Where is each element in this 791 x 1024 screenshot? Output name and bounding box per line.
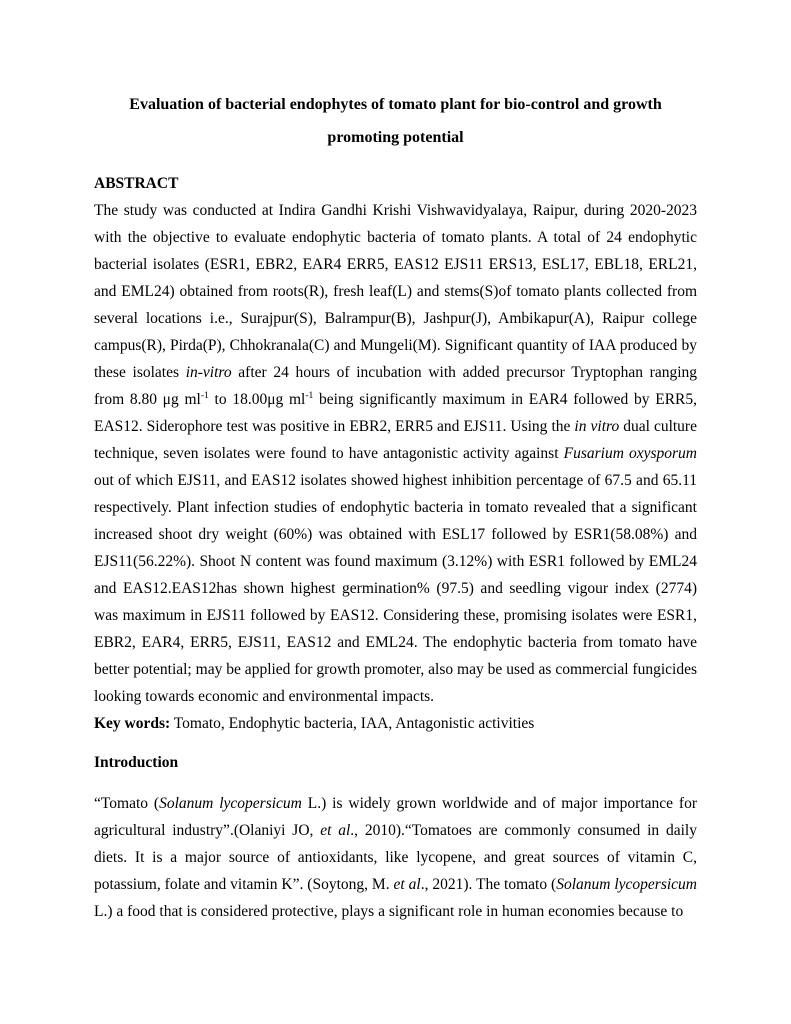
keywords-line: Key words: Tomato, Endophytic bacteria, IAA, Antagonistic activities xyxy=(94,715,535,732)
abstract-paragraph: The study was conducted at Indira Gandhi Krishi Vishwavidyalaya, Raipur, during 2020-2023 with the objective to evaluate endophytic bacteria of tomato plants. A total of 24 endophytic bacterial isolates (ESR1, EBR2, EAR4 ERR5, EAS12 EJS11 ERS13, ESL17, EBL18, ERL21, and EML24) obtained from roots(R), fresh leaf(L) and stems(S)of tomato plants collected from several locations i.e., Surajpur(S), Balrampur(B), Jashpur(J), Ambikapur(A), Raipur college campus(R), Pirda(P), Chhokranala(C) and Mungeli(M). Significant quantity of IAA produced by these isolates in-vitro after 24 hours of incubation with added precursor Tryptophan ranging from 8.80 μg $ml^{-1}$ to 18.00μg $ml^{-1}$ being significantly maximum in EAR4 followed by ERR5, EAS12. Siderophore test was positive in EBR2, ERR5 and EJS11. Using the in vitro dual culture technique, seven isolates were found to have antagonistic activity against Fusarium oxysporum out of which EJS11, and EAS12 isolates showed highest inhibition percentage of 67.5 and 65.11 respectively. Plant infection studies of endophytic bacteria in tomato revealed that a significant increased shoot dry weight (60%) was obtained with ESL17 followed by ESR1(58.08%) and EJS11(56.22%). Shoot N content was found maximum (3.12%) with ESR1 followed by EML24 and EAS12.EAS12has shown highest germination% (97.5) and seedling vigour index (2774) was maximum in EJS11 followed by EAS12. Considering these, promising isolates were ESR1, EBR2, EAR4, ERR5, EJS11, EAS12 and EML24. The endophytic bacteria from tomato have better potential; may be applied for growth promoter, also may be used as commercial fungicides looking towards economic and environmental impacts. xyxy=(94,202,697,705)
introduction-heading: Introduction xyxy=(94,754,179,771)
introduction-paragraph: “Tomato (Solanum lycopersicum L.) is widely grown worldwide and of major importance for agricultural industry”.(Olaniyi JO, et al., 2010).“Tomatoes are commonly consumed in daily diets. It is a major source of antioxidants, like lycopene, and great sources of vitamin C, potassium, folate and vitamin K”. (Soytong, M. et al., 2021). The tomato (Solanum lycopersicum L.) a food that is considered protective, plays a significant role in human economies because to xyxy=(94,795,698,920)
abstract-heading: ABSTRACT xyxy=(94,175,179,192)
paper-title: Evaluation of bacterial endophytes of tomato plant for bio-control and growth promoting potential xyxy=(129,96,662,146)
introduction-section xyxy=(94,749,697,925)
abstract-section xyxy=(94,170,697,737)
